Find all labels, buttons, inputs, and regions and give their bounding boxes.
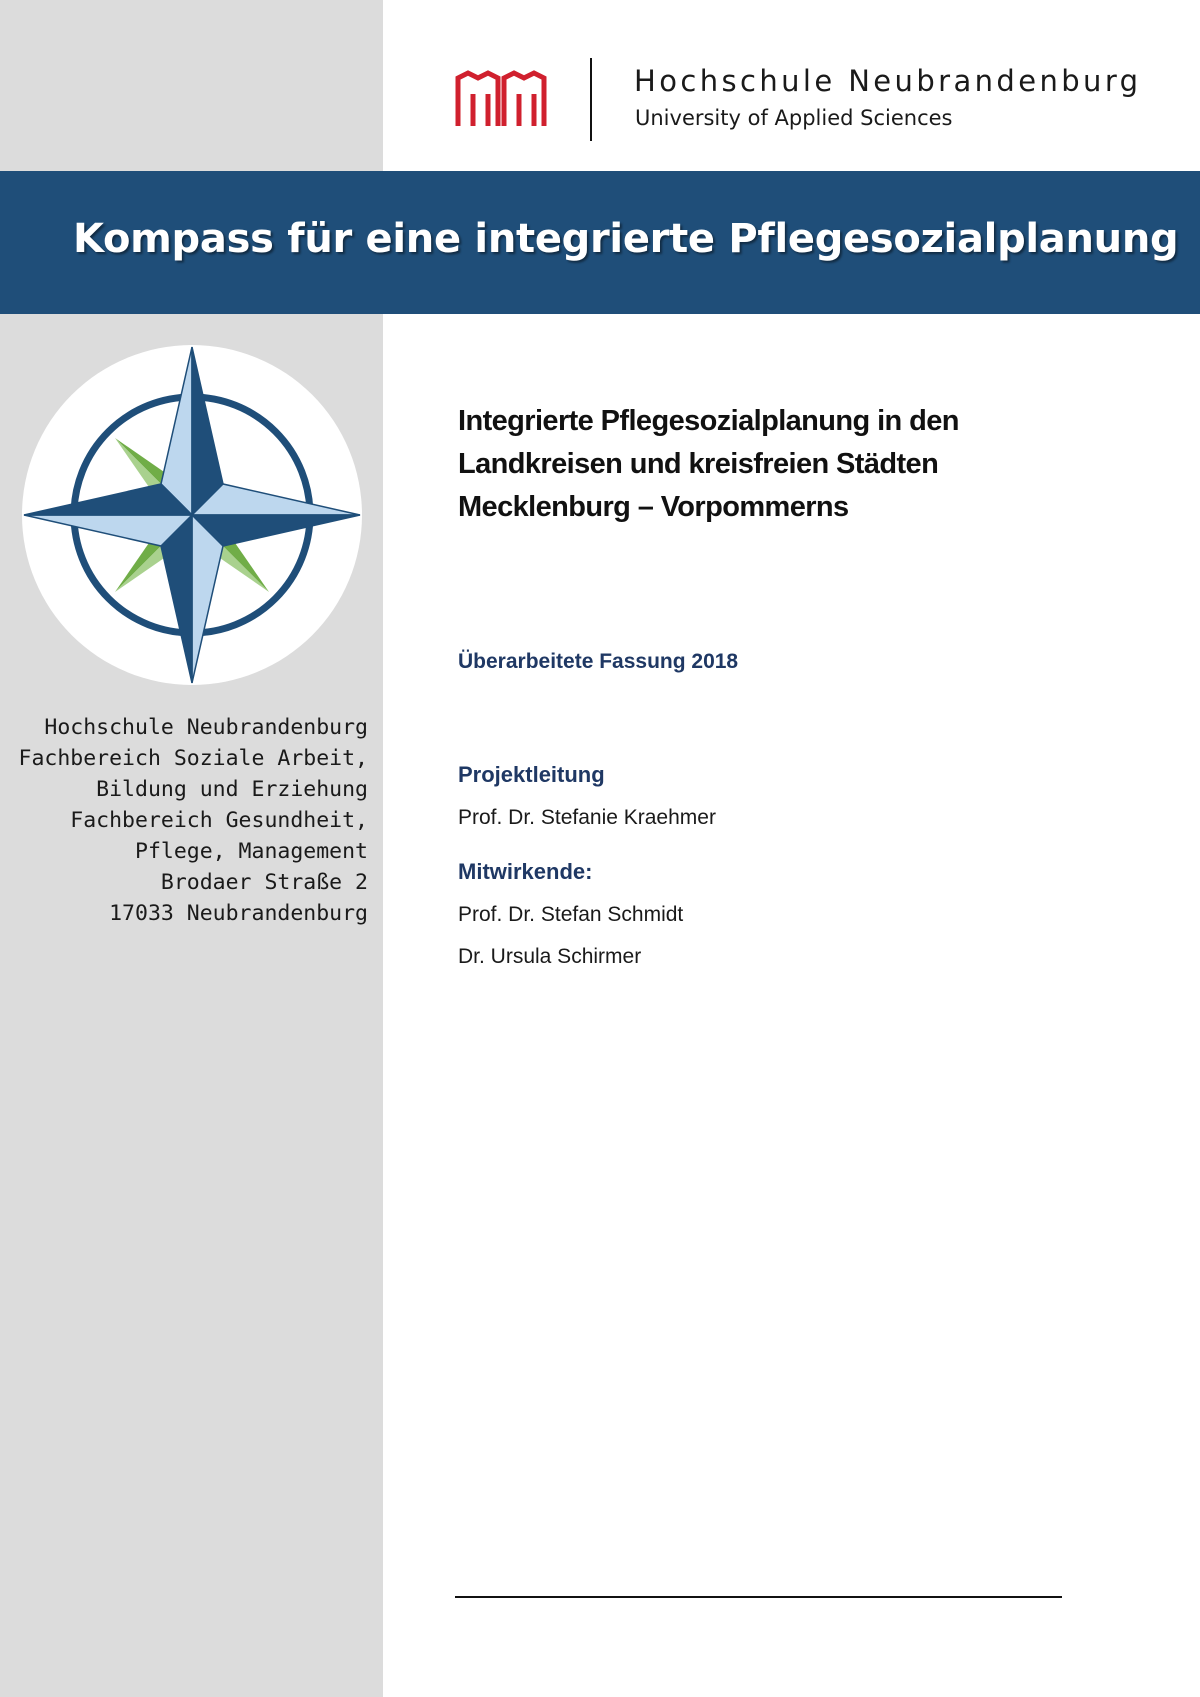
document-title: Kompass für eine integrierte Pflegesozialplanung [73,216,1179,262]
project-lead-name: Prof. Dr. Stefanie Kraehmer [458,806,716,829]
subtitle-line: Integrierte Pflegesozialplanung in den [458,405,959,437]
university-logo-icon [455,70,547,128]
address-line: Hochschule Neubrandenburg [44,715,368,740]
logo-divider [590,58,592,141]
project-lead-heading: Projektleitung [458,762,605,787]
contributor-name: Prof. Dr. Stefan Schmidt [458,903,684,926]
address-block [19,712,369,929]
subtitle-line: Mecklenburg – Vorpommerns [458,491,849,523]
address-line: Pflege, Management [135,839,368,864]
contributor-name: Dr. Ursula Schirmer [458,945,642,968]
university-name: Hochschule Neubrandenburg [634,64,1142,98]
address-line: Brodaer Straße 2 [160,870,368,895]
subtitle-line: Landkreisen und kreisfreien Städten [458,448,939,480]
contributors-heading: Mitwirkende: [458,859,593,884]
address-line: Fachbereich Soziale Arbeit, [18,746,368,771]
document-subtitle [458,400,1098,529]
compass-rose-icon [20,343,364,687]
address-line: 17033 Neubrandenburg [109,901,368,926]
bottom-rule [455,1596,1062,1598]
version-label: Überarbeitete Fassung 2018 [458,650,739,673]
address-line: Fachbereich Gesundheit, [70,808,368,833]
university-subtitle: University of Applied Sciences [635,106,953,130]
address-line: Bildung und Erziehung [96,777,368,802]
